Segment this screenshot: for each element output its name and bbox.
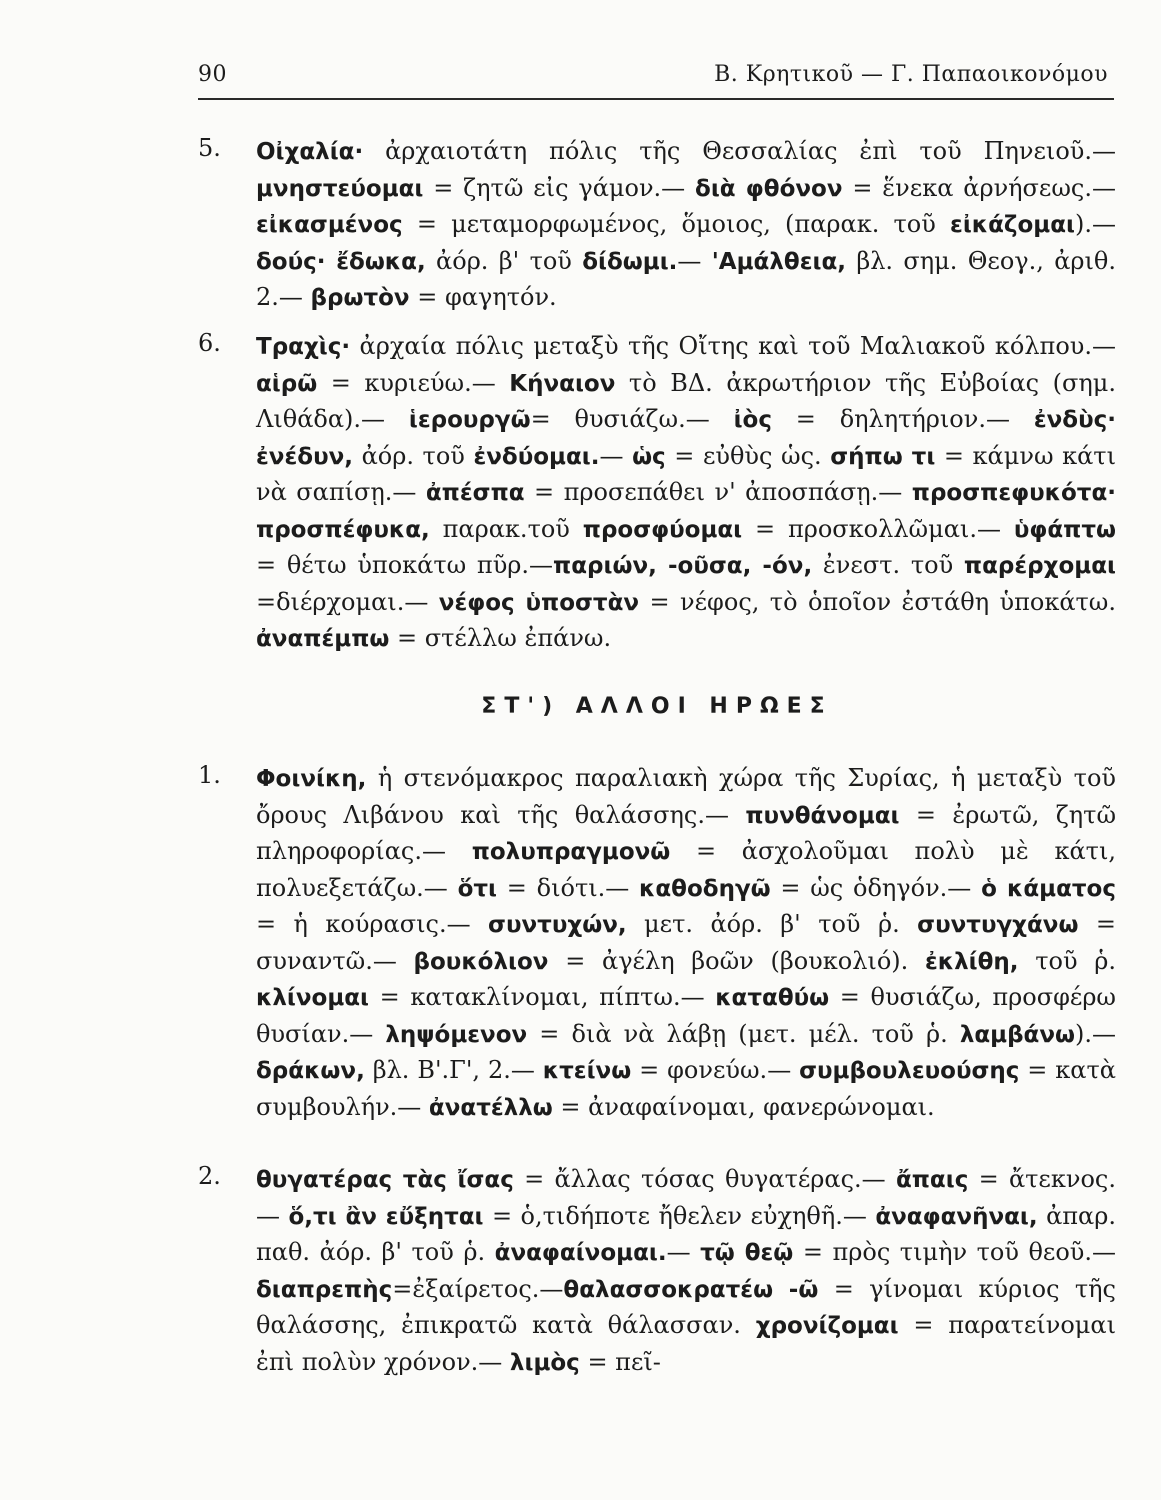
gloss-text: = διὰ νὰ λάβῃ (μετ. μέλ. τοῦ ῥ. xyxy=(527,1019,960,1048)
gloss-text: = διότι.— xyxy=(497,873,640,902)
gloss-text: βλ. σημ. Θεογ., ἀριθ. 2.— xyxy=(256,246,1117,311)
headword: θαλασσοκρατέω -ῶ xyxy=(563,1276,819,1303)
gloss-text: = φονεύω.— xyxy=(631,1056,800,1084)
headword: προσφύομαι xyxy=(582,516,743,543)
gloss-text: = προσκολλῶμαι.— xyxy=(742,514,1014,543)
gloss-text: = πεῖ- xyxy=(579,1347,661,1376)
gloss-text: ἀόρ. β' τοῦ xyxy=(425,246,583,275)
headword: Τραχὶς· xyxy=(256,334,351,360)
headword: ἀπέσπα xyxy=(425,480,525,506)
headword: παρέρχομαι xyxy=(963,553,1116,579)
gloss-text: = θυσιάζω.— xyxy=(530,405,734,433)
headword: Φοινίκη, xyxy=(256,766,367,792)
gloss-text: ).— xyxy=(1075,210,1116,238)
gloss-text: = εὐθὺς ὡς. xyxy=(665,441,831,470)
gloss-text: = στέλλω ἐπάνω. xyxy=(389,624,612,652)
entry-text xyxy=(256,134,1116,317)
headword: ληψόμενον xyxy=(385,1021,528,1048)
gloss-text: = ὡς ὁδηγόν.— xyxy=(770,873,982,902)
headword: βουκόλιον xyxy=(413,948,549,975)
headword: σήπω τι xyxy=(830,443,936,470)
gloss-text: τοῦ ῥ. xyxy=(1018,946,1117,975)
headword: Οἰχαλία· xyxy=(256,139,364,165)
headword: ὑφάπτω xyxy=(1013,516,1117,543)
gloss-text: ).— xyxy=(1075,1019,1117,1048)
headword: συντυχών, xyxy=(488,912,627,938)
headword: αἱρῶ xyxy=(256,370,318,397)
gloss-text: = κατὰ συμβουλήν.— xyxy=(256,1056,1117,1121)
running-title: Β. Κρητικοῦ — Γ. Παπαοικονόμου xyxy=(714,62,1108,87)
gloss-text: = κατακλίνομαι, πίπτω.— xyxy=(369,983,716,1011)
headword: ἀναφανῆναι, xyxy=(875,1203,1038,1230)
headword: εἰκάζομαι xyxy=(950,212,1075,238)
entry-text xyxy=(256,761,1116,1126)
gloss-text: — xyxy=(599,441,633,470)
gloss-text: = γίνομαι κύριος τῆς θαλάσσης, ἐπικρατῶ κατὰ θάλασσαν. xyxy=(256,1274,1116,1339)
gloss-text: = συναντῶ.— xyxy=(256,910,1116,975)
gloss-text: = ζητῶ εἰς γάμον.— xyxy=(423,173,696,202)
headword: καταθύω xyxy=(715,985,830,1011)
headword: δράκων, xyxy=(256,1058,365,1084)
headword: πολυπραγμονῶ xyxy=(471,839,671,865)
headword: ἐνδὺς· ἐνέδυν, xyxy=(256,407,1116,470)
headword: δίδωμι. xyxy=(582,248,678,275)
headword: διὰ φθόνον xyxy=(695,175,843,202)
gloss-text: = θέτω ὑποκάτω πῦρ.— xyxy=(256,551,554,579)
headword: συμβουλευούσης xyxy=(799,1058,1020,1084)
headword: ἐνδύομαι. xyxy=(473,443,600,470)
gloss-text: = πρὸς τιμὴν τοῦ θεοῦ.— xyxy=(793,1238,1116,1266)
headword: εἰκασμένος xyxy=(256,212,403,238)
gloss-text: τὸ ΒΔ. ἀκρωτήριον τῆς Εὐβοίας (σημ. Λιθάδα).— xyxy=(256,368,1116,433)
gloss-text: — xyxy=(677,246,712,275)
headword: νέφος ὑποστὰν xyxy=(438,589,640,616)
entry-text xyxy=(256,1162,1116,1381)
headword: δούς· ἔδωκα, xyxy=(256,248,426,275)
headword: ὅ,τι ἂν εὔξηται xyxy=(288,1203,484,1230)
page-number: 90 xyxy=(198,62,227,87)
headword: ἱερουργῶ xyxy=(408,407,531,433)
gloss-text: = παρατείνομαι ἐπὶ πολὺν χρόνον.— xyxy=(256,1311,1116,1376)
gloss-text: = μεταμορφωμένος, ὅμοιος, (παρακ. τοῦ xyxy=(402,210,951,238)
gloss-text: ἀρχαία πόλις μεταξὺ τῆς Οἴτης καὶ τοῦ Μαλιακοῦ κόλπου.— xyxy=(350,332,1116,360)
gloss-text: =διέρχομαι.— xyxy=(256,587,439,616)
headword: Κήναιον xyxy=(509,370,616,397)
headword: ἀναφαίνομαι. xyxy=(494,1240,667,1266)
gloss-text: ἀόρ. τοῦ xyxy=(353,441,474,470)
headword: καθοδηγῶ xyxy=(639,875,771,902)
headword: ἀνατέλλω xyxy=(428,1094,553,1121)
gloss-text: = ἄλλας τόσας θυγατέρας.— xyxy=(513,1165,896,1193)
headword: πυνθάνομαι xyxy=(745,802,900,829)
headword: ἰὸς xyxy=(733,407,772,433)
headword: τῷ θεῷ xyxy=(700,1240,794,1266)
headword: ἀναπέμπω xyxy=(256,626,390,652)
headword: ἄπαις xyxy=(895,1167,969,1193)
gloss-text: ἡ στενόμακρος παραλιακὴ χώρα τῆς Συρίας, ἡ μεταξὺ τοῦ ὄρους Λιβάνου καὶ τῆς θαλάσσης.— xyxy=(256,764,1116,829)
gloss-text: = ἀσχολοῦμαι πολὺ μὲ κάτι, πολυεξετάζω.— xyxy=(256,837,1116,902)
entry-number: 1. xyxy=(198,761,221,789)
running-header xyxy=(198,62,1112,92)
headword: χρονίζομαι xyxy=(755,1313,899,1339)
headword: κλίνομαι xyxy=(256,985,370,1011)
gloss-text: = ὁ,τιδήποτε ἤθελεν εὐχηθῆ.— xyxy=(483,1201,876,1230)
headword: συντυγχάνω xyxy=(917,912,1079,938)
headword: ὅτι xyxy=(457,875,498,902)
gloss-text: = ἄτεκνος.— xyxy=(256,1165,1116,1230)
gloss-text: =ἐξαίρετος.— xyxy=(392,1274,564,1303)
gloss-text: = δηλητήριον.— xyxy=(771,405,1034,433)
gloss-text: ἀπαρ. παθ. ἀόρ. β' τοῦ ῥ. xyxy=(256,1201,1117,1266)
gloss-text: = φαγητόν. xyxy=(409,283,557,311)
gloss-text: = ἡ κούρασις.— xyxy=(256,910,489,938)
gloss-text: = κάμνω κάτι νὰ σαπίσῃ.— xyxy=(256,441,1116,506)
headword: ὡς xyxy=(632,443,666,470)
headword: βρωτὸν xyxy=(310,285,410,311)
headword: λιμὸς xyxy=(509,1349,580,1376)
gloss-text: = ἐρωτῶ, ζητῶ πληροφορίας.— xyxy=(256,800,1117,865)
headword: προσπεφυκότα· προσπέφυκα, xyxy=(256,480,1117,543)
gloss-text: = θυσιάζω, προσφέρω θυσίαν.— xyxy=(256,983,1116,1048)
headword: διαπρεπὴς xyxy=(256,1276,393,1303)
gloss-text: ἀρχαιοτάτη πόλις τῆς Θεσσαλίας ἐπὶ τοῦ Πηνειοῦ.— xyxy=(363,137,1116,165)
section-heading: ΣΤ') ΑΛΛΟΙ ΗΡΩΕΣ xyxy=(481,694,833,719)
gloss-text: = νέφος, τὸ ὁποῖον ἐστάθη ὑποκάτω. xyxy=(639,587,1116,616)
gloss-text: — xyxy=(666,1238,701,1266)
entry-number: 2. xyxy=(198,1162,221,1190)
gloss-text: = ἀναφαίνομαι, φανερώνομαι. xyxy=(552,1092,935,1121)
headword: παριών, -οῦσα, -όν, xyxy=(553,553,813,579)
gloss-text: = κυριεύω.— xyxy=(317,368,510,397)
headword: θυγατέρας τὰς ἴσας xyxy=(256,1167,514,1193)
headword: ἐκλίθη, xyxy=(924,948,1019,975)
entry-text xyxy=(256,329,1116,658)
gloss-text: = ἀγέλη βοῶν (βουκολιό). xyxy=(548,946,925,975)
headword: κτείνω xyxy=(542,1058,632,1084)
gloss-text: παρακ.τοῦ xyxy=(429,514,583,543)
header-rule xyxy=(198,98,1114,100)
headword: 'Αμάλθεια, xyxy=(711,248,846,275)
headword: λαμβάνω xyxy=(959,1021,1076,1048)
gloss-text: ἐνεστ. τοῦ xyxy=(812,551,964,579)
gloss-text: = ἕνεκα ἀρνήσεως.— xyxy=(842,173,1116,202)
headword: ὁ κάματος xyxy=(981,875,1116,902)
entry-number: 5. xyxy=(198,134,221,162)
gloss-text: μετ. ἀόρ. β' τοῦ ῥ. xyxy=(626,910,918,938)
headword: μνηστεύομαι xyxy=(256,175,424,202)
gloss-text: βλ. Β'.Γ', 2.— xyxy=(364,1056,543,1084)
gloss-text: = προσεπάθει ν' ἀποσπάσῃ.— xyxy=(524,478,912,506)
entry-number: 6. xyxy=(198,329,221,357)
